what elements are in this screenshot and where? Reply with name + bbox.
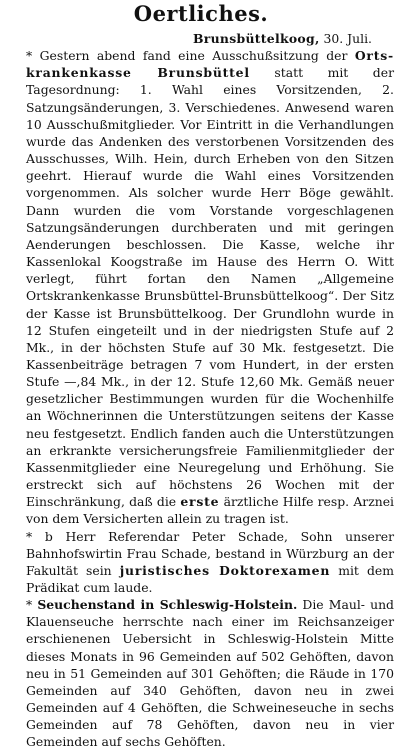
dateline-date: 30. Juli. xyxy=(319,31,372,46)
article-seuchenstand xyxy=(8,596,394,750)
article-seuchenstand-heading: Seuchenstand in Schleswig-Holstein. xyxy=(37,597,298,613)
article-seuchenstand-marker: * xyxy=(26,597,38,613)
article-krankenkasse-end: ärztliche Hilfe resp. Arznei von dem Versicherten allein zu tragen ist. xyxy=(26,494,394,527)
article-doktorexamen xyxy=(8,528,394,597)
article-column xyxy=(8,30,394,751)
article-krankenkasse-emphasis: erste xyxy=(180,494,220,510)
article-krankenkasse-name: Orts-krankenkasse Brunsbüttel xyxy=(26,48,394,81)
article-krankenkasse-intro: * Gestern abend fand eine Ausschußsitzung der xyxy=(26,48,355,64)
dateline xyxy=(8,30,394,47)
article-seuchenstand-text: Die Maul- und Klauenseuche herrschte nach einer im Reichsanzeiger erschienenen Uebersicht in Schleswig-Holstein Mitte dieses Monats in 96 Gemeinden auf 502 Gehöften, davon neu in 51 Gemeinden auf 301 Gehöften; die Räude in 170 Gemeinden auf 340 Gehöften, davon neu in zwei Gemeinden auf 4 Gehöften, die Schweineseuche in sechs Gemeinden auf 78 Gehöften, davon neu in vier Gemeinden auf sechs Gehöften. xyxy=(26,597,394,750)
article-doktorexamen-emphasis: juristisches Doktorexamen xyxy=(119,562,331,578)
article-krankenkasse-text: statt mit der Tagesordnung: 1. Wahl eines Vorsitzenden, 2. Satzungsänderungen, 3. Verschiedenes. Anwesend waren 10 Ausschußmitglieder. Vor Eintritt in die Verhandlungen wurde das Andenken des verstorbenen Vorsitzenden des Ausschusses, Wilh. Hein, durch Erheben von den Sitzen geehrt. Hierauf wurde die Wahl eines Vorsitzenden vorgenommen. Als solcher wurde Herr Böge gewählt. Dann wurden die vom Vorstande vorgeschlagenen Satzungsänderungen durchberaten und mit geringen Aenderungen beschlossen. Die Kasse, welche ihr Kassenlokal Koogstraße im Hause des Herrn O. Witt verlegt, führt fortan den Namen „Allgemeine Ortskrankenkasse Brunsbüttel-Brunsbüttelkoog“. Der Sitz der Kasse ist Brunsbüttelkoog. Der Grundlohn wurde in 12 Stufen eingeteilt und in der niedrigsten Stufe auf 2 Mk., in der höchsten Stufe auf 30 Mk. festgesetzt. Die Kassenbeiträge betragen 7 vom Hundert, in der ersten Stufe —,84 Mk., in der 12. Stufe 12,60 Mk. Gemäß neuer gesetzlicher Bestimmungen wurden für die Wochenhilfe an Wöchnerinnen die Unterstützungen seitens der Kasse neu festgesetzt. Endlich fanden auch die Unterstützungen an erkrankte versicherungsfreie Familienmitglieder der Kassenmitglieder eine Neuregelung und Erhöhung. Sie erstreckt sich auf höchstens 26 Wochen mit der Einschränkung, daß die xyxy=(26,65,394,510)
article-doktorexamen-text: * b Herr Referendar Peter Schade, Sohn unserer Bahnhofswirtin Frau Schade, bestand in Würzburg an der Fakultät sein xyxy=(26,528,394,578)
article-doktorexamen-end: mit dem Prädikat cum laude. xyxy=(26,562,394,595)
article-krankenkasse xyxy=(8,47,394,527)
dateline-place: Brunsbüttelkoog, xyxy=(192,31,320,46)
section-headline: Oertliches. xyxy=(133,1,269,26)
